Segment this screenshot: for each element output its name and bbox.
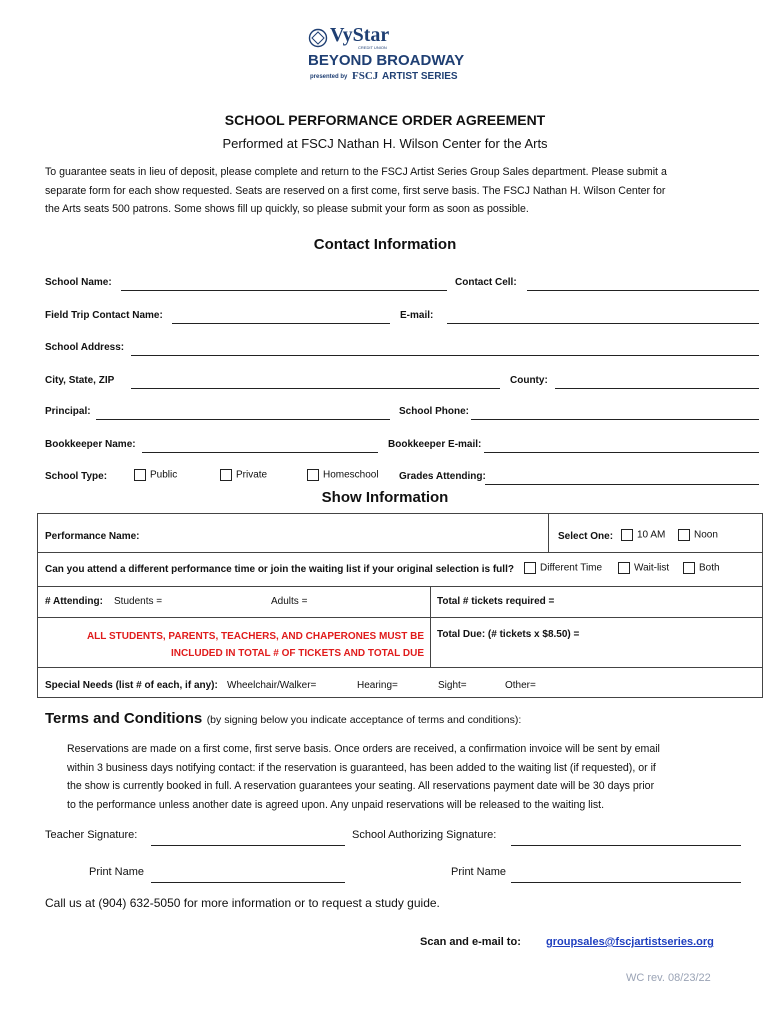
- intro-line: the Arts seats 500 patrons. Some shows fill up quickly, so please submit your form as soon as possible.: [45, 203, 529, 215]
- school-type-homeschool[interactable]: [307, 469, 379, 481]
- school-type-public[interactable]: [134, 469, 177, 481]
- time-10am-option[interactable]: [621, 529, 665, 541]
- checkbox[interactable]: [618, 562, 630, 574]
- print-name-right-field[interactable]: [511, 882, 741, 883]
- contact-cell-field[interactable]: [527, 290, 759, 291]
- email-field[interactable]: [447, 323, 759, 324]
- school-authorizing-signature-label: School Authorizing Signature:: [352, 829, 497, 841]
- show-heading: Show Information: [321, 489, 449, 506]
- different-time-option[interactable]: [524, 562, 602, 574]
- alt-question-label: Can you attend a different performance time or join the waiting list if your original selection is full?: [45, 564, 514, 575]
- bookkeeper-name-field[interactable]: [142, 452, 378, 453]
- checkbox[interactable]: [621, 529, 633, 541]
- teacher-signature-field[interactable]: [151, 845, 345, 846]
- performance-name-label: Performance Name:: [45, 531, 140, 542]
- logo-brand-sub: CREDIT UNION: [358, 45, 387, 50]
- grades-attending-field[interactable]: [485, 484, 759, 485]
- grades-attending-label: Grades Attending:: [399, 471, 486, 482]
- intro-paragraph: [45, 163, 745, 219]
- school-phone-field[interactable]: [471, 419, 759, 420]
- terms-heading-note: (by signing below you indicate acceptance of terms and conditions):: [206, 714, 522, 726]
- checkbox[interactable]: [307, 469, 319, 481]
- col-divider: [548, 514, 549, 552]
- time-10am-label: 10 AM: [637, 529, 666, 541]
- terms-line: the show is currently booked in full. A reservation guarantees your seating. All reservations payment date will be 30 days prior: [67, 780, 655, 792]
- adults-label: Adults =: [271, 596, 308, 607]
- school-type-private[interactable]: [220, 469, 267, 481]
- city-state-zip-field[interactable]: [131, 388, 500, 389]
- school-name-label: School Name:: [45, 277, 112, 288]
- terms-paragraph: [67, 740, 747, 814]
- school-phone-label: School Phone:: [399, 406, 469, 417]
- ticket-warning: [40, 628, 424, 662]
- sight-label: Sight=: [438, 680, 467, 691]
- attending-label: # Attending:: [45, 596, 103, 607]
- row-divider: [38, 617, 762, 618]
- intro-line: To guarantee seats in lieu of deposit, please complete and return to the FSCJ Artist Series Group Sales department. Please submit a: [45, 166, 667, 178]
- terms-heading: Terms and Conditions: [45, 710, 203, 727]
- print-name-left-label: Print Name: [89, 866, 145, 878]
- email-label: E-mail:: [400, 310, 434, 321]
- adults-field[interactable]: [312, 592, 422, 608]
- page-title: SCHOOL PERFORMANCE ORDER AGREEMENT: [224, 112, 546, 128]
- time-noon-label: Noon: [694, 529, 718, 541]
- special-needs-label: Special Needs (list # of each, if any):: [45, 680, 218, 691]
- different-time-label: Different Time: [540, 562, 603, 574]
- school-authorizing-signature-field[interactable]: [511, 845, 741, 846]
- checkbox[interactable]: [134, 469, 146, 481]
- print-name-right-label: Print Name: [451, 866, 507, 878]
- checkbox[interactable]: [220, 469, 232, 481]
- vystar-seal-icon: [308, 28, 328, 48]
- school-name-field[interactable]: [121, 290, 447, 291]
- students-label: Students =: [114, 596, 163, 607]
- performance-name-field[interactable]: [148, 526, 538, 544]
- waitlist-option[interactable]: [618, 562, 669, 574]
- contact-heading: Contact Information: [313, 236, 457, 253]
- teacher-signature-label: Teacher Signature:: [45, 829, 138, 841]
- school-type-label: School Type:: [45, 471, 108, 482]
- both-label: Both: [699, 562, 720, 574]
- contact-cell-label: Contact Cell:: [455, 277, 517, 288]
- logo-series: ARTIST SERIES: [382, 71, 458, 82]
- bookkeeper-email-label: Bookkeeper E-mail:: [388, 439, 482, 450]
- logo-fscj: FSCJ: [352, 70, 379, 82]
- school-address-label: School Address:: [45, 342, 125, 353]
- page-subtitle: Performed at FSCJ Nathan H. Wilson Center for the Arts: [222, 136, 548, 151]
- logo-presented-by: presented by: [310, 74, 348, 80]
- logo: [300, 22, 470, 88]
- col-divider: [430, 586, 431, 667]
- terms-heading-row: [45, 710, 521, 728]
- row-divider: [38, 667, 762, 668]
- time-noon-option[interactable]: [678, 529, 718, 541]
- hearing-label: Hearing=: [357, 680, 398, 691]
- school-address-field[interactable]: [131, 355, 759, 356]
- warning-line: ALL STUDENTS, PARENTS, TEACHERS, AND CHAPERONES MUST BE: [86, 631, 424, 642]
- checkbox[interactable]: [683, 562, 695, 574]
- select-one-label: Select One:: [558, 531, 614, 542]
- total-due-field[interactable]: [582, 624, 755, 640]
- both-option[interactable]: [683, 562, 720, 574]
- bookkeeper-email-field[interactable]: [484, 452, 759, 453]
- checkbox[interactable]: [524, 562, 536, 574]
- print-name-left-field[interactable]: [151, 882, 345, 883]
- terms-line: within 3 business days notifying contact: if the reservation is guaranteed, has been added to the waiting list (if requested), or if: [67, 761, 656, 774]
- students-field[interactable]: [166, 592, 266, 608]
- intro-line: separate form for each show requested. Seats are reserved on a first come, first serve basis. The FSCJ Nathan H. Wilson Center for: [45, 184, 666, 197]
- principal-label: Principal:: [45, 406, 91, 417]
- other-label: Other=: [505, 680, 536, 691]
- city-state-zip-label: City, State, ZIP: [45, 375, 115, 386]
- field-trip-contact-label: Field Trip Contact Name:: [45, 310, 163, 321]
- field-trip-contact-field[interactable]: [172, 323, 390, 324]
- terms-line: to the performance unless another date is agreed upon. Any unpaid reservations will be released to the waiting list.: [67, 798, 605, 811]
- county-label: County:: [510, 375, 548, 386]
- warning-line: INCLUDED IN TOTAL # OF TICKETS AND TOTAL DUE: [171, 648, 424, 659]
- total-tickets-label: Total # tickets required =: [437, 596, 555, 607]
- revision-label: WC rev. 08/23/22: [626, 972, 711, 984]
- private-label: Private: [236, 469, 268, 481]
- total-tickets-field[interactable]: [560, 592, 755, 608]
- waitlist-label: Wait-list: [634, 562, 670, 574]
- call-us-text: Call us at (904) 632-5050 for more information or to request a study guide.: [45, 896, 440, 910]
- county-field[interactable]: [555, 388, 759, 389]
- checkbox[interactable]: [678, 529, 690, 541]
- logo-brand: VyStar: [330, 24, 390, 46]
- public-label: Public: [150, 469, 178, 481]
- homeschool-label: Homeschool: [323, 469, 379, 481]
- bookkeeper-name-label: Bookkeeper Name:: [45, 439, 136, 450]
- total-due-label: Total Due: (# tickets x $8.50) =: [437, 629, 580, 640]
- logo-title: BEYOND BROADWAY: [308, 52, 465, 69]
- scan-email-label: Scan and e-mail to:: [420, 936, 521, 948]
- principal-field[interactable]: [96, 419, 390, 420]
- email-link[interactable]: groupsales@fscjartistseries.org: [546, 936, 714, 948]
- wheelchair-label: Wheelchair/Walker=: [227, 680, 317, 691]
- row-divider: [38, 586, 762, 587]
- row-divider: [38, 552, 762, 553]
- terms-line: Reservations are made on a first come, first serve basis. Once orders are received, a confirmation invoice will be sent by email: [67, 743, 660, 755]
